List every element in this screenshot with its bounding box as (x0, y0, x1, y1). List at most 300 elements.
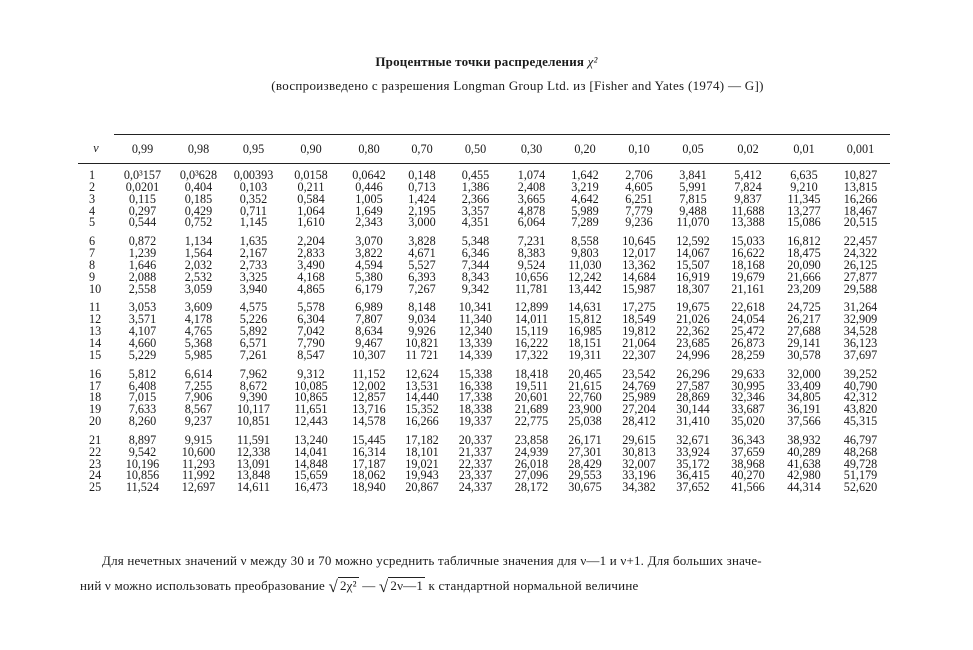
value-cell: 31,264 (843, 300, 878, 315)
value-cell: 1,564 (184, 246, 213, 261)
value-cell: 18,168 (731, 257, 765, 272)
value-cell: 6,989 (355, 300, 383, 315)
value-cell: 52,620 (843, 480, 878, 495)
value-cell: 1,145 (239, 215, 268, 230)
value-cell: 0,455 (461, 168, 490, 182)
value-cell: 25,472 (731, 324, 765, 339)
value-cell: 32,909 (843, 312, 878, 327)
value-cell: 21,689 (514, 402, 549, 417)
value-cell: 18,338 (458, 402, 493, 417)
value-cell: 41,566 (731, 480, 765, 495)
value-cell: 16,314 (352, 444, 386, 459)
value-cell: 16,985 (568, 324, 602, 339)
value-cell: 11,651 (294, 402, 328, 417)
value-cell: 0,0158 (294, 168, 328, 182)
value-cell: 20,601 (514, 390, 549, 405)
table-row (78, 416, 890, 428)
nu-cell: 15 (89, 347, 102, 362)
nu-cell: 17 (89, 378, 102, 393)
value-cell: 35,020 (731, 414, 765, 429)
value-cell: 18,062 (352, 468, 386, 483)
value-cell: 26,296 (676, 366, 710, 381)
value-cell: 12,242 (568, 269, 602, 284)
value-cell: 18,307 (676, 281, 710, 296)
value-cell: 20,515 (843, 215, 878, 230)
value-cell: 33,924 (676, 444, 710, 459)
value-cell: 4,878 (517, 203, 546, 218)
value-cell: 1,239 (128, 246, 157, 261)
value-cell: 7,015 (128, 390, 157, 405)
value-cell: 22,618 (731, 300, 765, 315)
value-cell: 13,716 (352, 402, 386, 417)
value-cell: 26,217 (787, 312, 821, 327)
value-cell: 0,0642 (352, 168, 386, 182)
value-cell: 7,255 (184, 378, 213, 393)
value-cell: 19,812 (622, 324, 656, 339)
value-cell: 29,553 (568, 468, 602, 483)
sqrt-term-1: 2χ² (339, 578, 357, 593)
value-cell: 12,002 (352, 378, 386, 393)
value-cell: 12,338 (236, 444, 271, 459)
value-cell: 11,524 (125, 480, 160, 495)
value-cell: 2,366 (461, 191, 490, 206)
value-cell: 1,642 (571, 168, 599, 182)
value-cell: 4,671 (408, 246, 436, 261)
value-cell: 6,064 (517, 215, 546, 230)
value-cell: 14,684 (622, 269, 656, 284)
nu-cell: 12 (89, 312, 102, 327)
value-cell: 1,074 (517, 168, 546, 182)
value-cell: 8,343 (461, 269, 490, 284)
value-cell: 21,666 (787, 269, 821, 284)
value-cell: 37,566 (787, 414, 821, 429)
value-cell: 0,711 (240, 203, 267, 218)
value-cell: 35,172 (676, 456, 710, 471)
value-cell: 1,646 (128, 257, 157, 272)
value-cell: 8,260 (128, 414, 157, 429)
value-cell: 12,624 (405, 366, 439, 381)
column-header: 0,01 (777, 135, 831, 164)
value-cell: 0,872 (128, 234, 157, 249)
value-cell: 17,322 (514, 347, 549, 362)
value-cell: 26,018 (514, 456, 549, 471)
value-cell: 19,337 (458, 414, 493, 429)
value-cell: 27,301 (568, 444, 602, 459)
value-cell: 7,633 (128, 402, 157, 417)
column-header: 0,70 (397, 135, 447, 164)
value-cell: 7,289 (571, 215, 599, 230)
value-cell: 2,558 (128, 281, 157, 296)
value-cell: 6,346 (461, 246, 490, 261)
value-cell: 21,064 (622, 335, 656, 350)
value-cell: 9,312 (297, 366, 325, 381)
column-header: 0,50 (447, 135, 504, 164)
value-cell: 26,171 (568, 432, 602, 447)
value-cell: 29,615 (622, 432, 656, 447)
value-cell: 16,622 (731, 246, 765, 261)
value-cell: 15,987 (622, 281, 656, 296)
sqrt-term-2: 2ν—1 (390, 578, 424, 593)
value-cell: 42,980 (787, 468, 821, 483)
value-cell: 15,086 (787, 215, 821, 230)
column-header: 0,30 (504, 135, 559, 164)
value-cell: 7,267 (408, 281, 436, 296)
value-cell: 16,919 (676, 269, 710, 284)
value-cell: 19,511 (514, 378, 549, 393)
value-cell: 3,841 (679, 168, 707, 182)
value-cell: 3,219 (571, 179, 599, 194)
value-cell: 8,558 (571, 234, 599, 249)
value-cell: 44,314 (787, 480, 821, 495)
value-cell: 37,652 (676, 480, 710, 495)
nu-cell: 5 (89, 215, 96, 230)
value-cell: 40,289 (787, 444, 821, 459)
value-cell: 8,672 (239, 378, 268, 393)
value-cell: 23,858 (514, 432, 549, 447)
column-header: 0,05 (667, 135, 719, 164)
value-cell: 9,390 (239, 390, 268, 405)
value-cell: 26,125 (843, 257, 878, 272)
value-cell: 6,571 (239, 335, 268, 350)
value-cell: 3,357 (461, 203, 490, 218)
value-cell: 6,614 (184, 366, 213, 381)
nu-cell: 11 (89, 300, 101, 315)
value-cell: 36,191 (787, 402, 821, 417)
nu-cell: 10 (89, 281, 102, 296)
value-cell: 11,781 (514, 281, 549, 296)
value-cell: 0,0201 (125, 179, 160, 194)
value-cell: 43,820 (843, 402, 878, 417)
value-cell: 22,457 (843, 234, 878, 249)
value-cell: 14,440 (405, 390, 439, 405)
value-cell: 14,011 (514, 312, 549, 327)
minus-sign: — (362, 578, 376, 593)
value-cell: 14,631 (568, 300, 602, 315)
value-cell: 26,873 (731, 335, 765, 350)
value-cell: 13,848 (236, 468, 271, 483)
value-cell: 2,088 (128, 269, 157, 284)
value-cell: 22,307 (622, 347, 656, 362)
value-cell: 3,822 (355, 246, 383, 261)
value-cell: 36,343 (731, 432, 765, 447)
value-cell: 22,362 (676, 324, 710, 339)
column-header: 0,98 (171, 135, 226, 164)
value-cell: 10,196 (125, 456, 160, 471)
value-cell: 11,345 (787, 191, 821, 206)
value-cell: 15,812 (568, 312, 602, 327)
nu-cell: 21 (89, 432, 102, 447)
column-header: 0,90 (281, 135, 341, 164)
value-cell: 0,713 (408, 179, 436, 194)
value-cell: 32,346 (731, 390, 765, 405)
value-cell: 19,675 (676, 300, 710, 315)
value-cell: 3,070 (355, 234, 383, 249)
column-header: 0,20 (559, 135, 611, 164)
value-cell: 30,144 (676, 402, 710, 417)
table-row (78, 217, 890, 229)
value-cell: 0,211 (297, 179, 325, 194)
value-cell: 0,0³157 (123, 168, 162, 182)
value-cell: 10,856 (125, 468, 160, 483)
value-cell: 28,429 (568, 456, 602, 471)
value-cell: 13,339 (458, 335, 493, 350)
value-cell: 28,412 (622, 414, 656, 429)
value-cell: 18,940 (352, 480, 386, 495)
value-cell: 45,315 (843, 414, 878, 429)
value-cell: 14,067 (676, 246, 710, 261)
value-cell: 13,388 (731, 215, 765, 230)
value-cell: 18,101 (405, 444, 439, 459)
value-cell: 25,989 (622, 390, 656, 405)
value-cell: 7,231 (517, 234, 546, 249)
chi-squared-table (78, 134, 890, 494)
value-cell: 9,237 (184, 414, 213, 429)
value-cell: 3,325 (239, 269, 268, 284)
value-cell: 46,797 (843, 432, 878, 447)
value-cell: 1,386 (461, 179, 490, 194)
value-cell: 9,342 (461, 281, 490, 296)
value-cell: 16,222 (514, 335, 549, 350)
value-cell: 30,813 (622, 444, 656, 459)
value-cell: 0,115 (129, 191, 156, 206)
value-cell: 16,266 (405, 414, 439, 429)
value-cell: 27,688 (787, 324, 821, 339)
value-cell: 48,268 (843, 444, 878, 459)
value-cell: 1,134 (184, 234, 213, 249)
value-cell: 10,645 (622, 234, 656, 249)
value-cell: 3,000 (408, 215, 436, 230)
value-cell: 2,733 (239, 257, 268, 272)
nu-cell: 16 (89, 366, 102, 381)
value-cell: 4,642 (571, 191, 599, 206)
nu-cell: 4 (89, 203, 96, 218)
value-cell: 49,728 (843, 456, 878, 471)
value-cell: 37,659 (731, 444, 765, 459)
value-cell: 12,697 (181, 480, 216, 495)
value-cell: 0,148 (408, 168, 436, 182)
table-row (78, 482, 890, 494)
value-cell: 12,340 (458, 324, 493, 339)
value-cell: 3,609 (184, 300, 213, 315)
value-cell: 0,185 (184, 191, 213, 206)
nu-cell: 13 (89, 324, 102, 339)
value-cell: 5,348 (461, 234, 490, 249)
chi-squared-symbol: χ² (587, 54, 598, 69)
nu-cell: 22 (89, 444, 102, 459)
value-cell: 7,906 (184, 390, 213, 405)
value-cell: 19,311 (568, 347, 602, 362)
value-cell: 18,418 (514, 366, 549, 381)
footer-note-line1: Для нечетных значений ν между 30 и 70 можно усреднить табличные значения для ν—1 и ν+1. Для больших значе- (102, 553, 762, 568)
value-cell: 7,962 (239, 366, 268, 381)
value-cell: 5,892 (239, 324, 268, 339)
value-cell: 2,343 (355, 215, 383, 230)
value-cell: 10,656 (514, 269, 549, 284)
value-cell: 2,532 (184, 269, 213, 284)
value-cell: 3,490 (297, 257, 325, 272)
value-cell: 18,151 (568, 335, 602, 350)
value-cell: 14,848 (294, 456, 328, 471)
value-cell: 8,148 (408, 300, 436, 315)
value-cell: 5,578 (297, 300, 325, 315)
value-cell: 9,803 (571, 246, 599, 261)
value-cell: 2,706 (625, 168, 653, 182)
value-cell: 3,828 (408, 234, 436, 249)
footer-note-line2 (80, 577, 910, 597)
value-cell: 5,412 (734, 168, 762, 182)
value-cell: 24,322 (843, 246, 878, 261)
sqrt-symbol: √ (378, 577, 389, 596)
value-cell: 3,665 (517, 191, 546, 206)
value-cell: 21,337 (458, 444, 493, 459)
value-cell: 29,633 (731, 366, 765, 381)
value-cell: 24,725 (787, 300, 821, 315)
value-cell: 3,940 (239, 281, 268, 296)
value-cell: 12,857 (352, 390, 386, 405)
column-header: 0,02 (719, 135, 777, 164)
value-cell: 0,446 (355, 179, 383, 194)
column-header: 0,95 (226, 135, 281, 164)
nu-cell: 14 (89, 335, 102, 350)
value-cell: 3,059 (184, 281, 213, 296)
value-cell: 6,179 (355, 281, 383, 296)
value-cell: 16,266 (843, 191, 878, 206)
nu-cell: 19 (89, 402, 102, 417)
column-header: 0,10 (611, 135, 667, 164)
value-cell: 17,182 (405, 432, 439, 447)
value-cell: 14,339 (458, 347, 493, 362)
value-cell: 6,304 (297, 312, 325, 327)
value-cell: 21,161 (731, 281, 765, 296)
value-cell: 5,991 (679, 179, 707, 194)
value-cell: 11,688 (731, 203, 765, 218)
value-cell: 8,547 (297, 347, 325, 362)
value-cell: 0,00393 (233, 168, 274, 182)
value-cell: 11,152 (352, 366, 386, 381)
value-cell: 1,635 (239, 234, 268, 249)
value-cell: 28,259 (731, 347, 765, 362)
value-cell: 7,042 (297, 324, 325, 339)
value-cell: 19,021 (405, 456, 439, 471)
column-header: 0,001 (831, 135, 890, 164)
value-cell: 3,571 (128, 312, 157, 327)
value-cell: 0,544 (128, 215, 157, 230)
value-cell: 4,660 (128, 335, 157, 350)
value-cell: 30,675 (568, 480, 602, 495)
value-cell: 2,204 (297, 234, 325, 249)
value-cell: 20,867 (405, 480, 439, 495)
value-cell: 13,442 (568, 281, 602, 296)
value-cell: 6,251 (625, 191, 653, 206)
table-row (78, 428, 890, 447)
value-cell: 4,865 (297, 281, 325, 296)
value-cell: 33,196 (622, 468, 656, 483)
value-cell: 5,229 (128, 347, 157, 362)
value-cell: 5,527 (408, 257, 436, 272)
value-cell: 9,236 (625, 215, 653, 230)
value-cell: 21,615 (568, 378, 602, 393)
value-cell: 20,090 (787, 257, 821, 272)
value-cell: 7,824 (734, 179, 762, 194)
value-cell: 10,085 (294, 378, 328, 393)
value-cell: 7,261 (239, 347, 268, 362)
value-cell: 17,275 (622, 300, 656, 315)
value-cell: 2,167 (239, 246, 268, 261)
value-cell: 5,812 (128, 366, 157, 381)
value-cell: 11,070 (676, 215, 710, 230)
value-cell: 20,465 (568, 366, 602, 381)
value-cell: 4,605 (625, 179, 653, 194)
value-cell: 5,380 (355, 269, 383, 284)
value-cell: 23,337 (458, 468, 493, 483)
value-cell: 24,939 (514, 444, 549, 459)
value-cell: 11,591 (236, 432, 271, 447)
value-cell: 36,123 (843, 335, 878, 350)
value-cell: 9,488 (679, 203, 707, 218)
value-cell: 12,017 (622, 246, 656, 261)
value-cell: 0,429 (184, 203, 213, 218)
value-cell: 16,338 (458, 378, 493, 393)
value-cell: 21,026 (676, 312, 710, 327)
value-cell: 1,649 (355, 203, 383, 218)
value-cell: 32,671 (676, 432, 710, 447)
value-cell: 7,815 (679, 191, 707, 206)
nu-cell: 23 (89, 456, 102, 471)
value-cell: 32,000 (787, 366, 821, 381)
value-cell: 12,592 (676, 234, 710, 249)
value-cell: 9,034 (408, 312, 436, 327)
value-cell: 4,168 (297, 269, 325, 284)
value-cell: 30,578 (787, 347, 821, 362)
sqrt-symbol: √ (328, 577, 338, 596)
value-cell: 18,475 (787, 246, 821, 261)
value-cell: 13,531 (405, 378, 439, 393)
value-cell: 4,178 (184, 312, 213, 327)
nu-column-header: ν (78, 135, 114, 164)
value-cell: 7,790 (297, 335, 325, 350)
value-cell: 28,869 (676, 390, 710, 405)
value-cell: 34,528 (843, 324, 878, 339)
value-cell: 4,351 (461, 215, 490, 230)
value-cell: 0,352 (239, 191, 268, 206)
value-cell: 11,340 (458, 312, 493, 327)
page-subtitle: (воспроизведено с разрешения Longman Group Ltd. из [Fisher and Yates (1974) — G]) (271, 78, 764, 93)
value-cell: 27,204 (622, 402, 656, 417)
value-cell: 9,524 (517, 257, 546, 272)
value-cell: 19,943 (405, 468, 439, 483)
nu-cell: 25 (89, 480, 102, 495)
value-cell: 6,393 (408, 269, 436, 284)
value-cell: 4,575 (239, 300, 268, 315)
value-cell: 28,172 (514, 480, 549, 495)
footer-line2-start: ний ν можно использовать преобразование (80, 578, 325, 593)
value-cell: 7,779 (625, 203, 653, 218)
table-row (78, 284, 890, 296)
nu-cell: 6 (89, 234, 96, 249)
value-cell: 4,765 (184, 324, 213, 339)
value-cell: 1,064 (297, 203, 325, 218)
value-cell: 34,805 (787, 390, 821, 405)
value-cell: 27,096 (514, 468, 549, 483)
value-cell: 39,252 (843, 366, 878, 381)
value-cell: 24,054 (731, 312, 765, 327)
value-cell: 5,226 (239, 312, 268, 327)
title-text: Процентные точки распределения (375, 54, 585, 69)
value-cell: 38,932 (787, 432, 821, 447)
nu-cell: 2 (89, 179, 96, 194)
value-cell: 41,638 (787, 456, 821, 471)
value-cell: 40,270 (731, 468, 765, 483)
